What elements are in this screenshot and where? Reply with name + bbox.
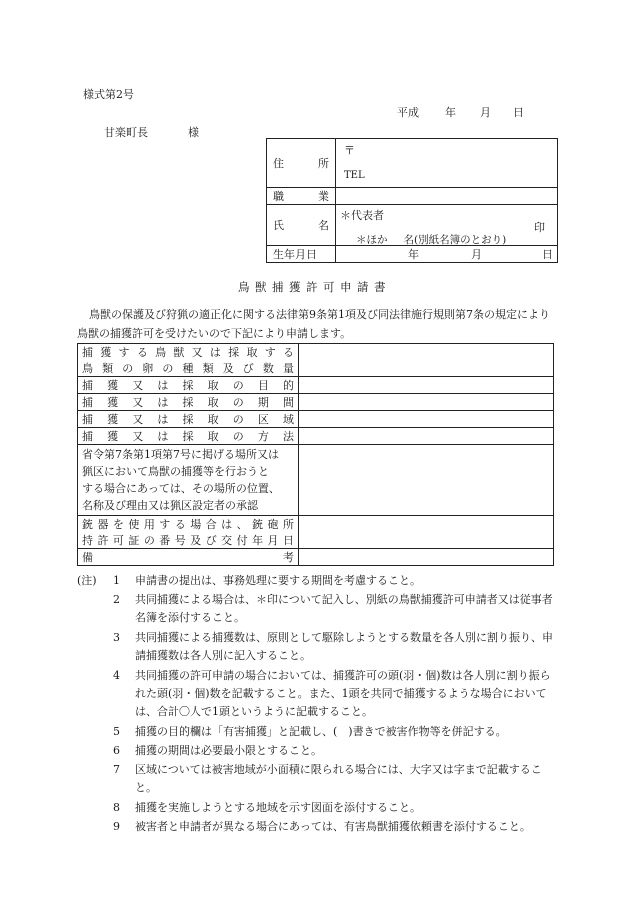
species-label-line2: 鳥類の卵の種類及び数量 [82,362,294,375]
remarks-label-text: 備 考 [82,551,294,564]
others-note [356,232,506,247]
birth-month: 月 [471,248,482,261]
document-title: 鳥獣捕獲許可申請書 [238,280,391,294]
species-field[interactable] [299,344,554,377]
note-text: 区域については被害地域が小面積に限られる場合には、大字又は字まで記載すること。 [135,763,542,794]
method-label [78,428,299,445]
preserve-line1: 省令第7条第1項第7号に掲げる場所又は [82,448,279,461]
seal-mark: 印 [534,221,545,234]
area-field[interactable] [299,411,554,428]
note-number: 2 [113,593,120,606]
preserve-line4: 名称及び理由又は猟区設定者の承認 [82,499,258,512]
period-label-text: 捕獲又は採取の期間 [82,396,294,409]
note-text: 共同捕獲による捕獲数は、原則として駆除しようとする数量を各人別に割り振り、申請捕獲数は各人別に記入すること。 [135,631,553,662]
note-number: 6 [113,744,120,757]
note-number: 7 [113,763,120,776]
notes-prefix: (注) [77,574,97,587]
note-number: 1 [113,574,120,587]
name-label: 氏 名 [267,205,336,246]
note-number: 8 [113,801,120,814]
birth-day: 日 [542,248,553,261]
preserve-line2: 猟区において鳥獣の捕獲等を行おうと [82,465,269,478]
species-label-line1: 捕獲する鳥獣又は採取する [82,346,294,359]
remarks-field[interactable] [299,549,554,566]
note-number: 4 [113,669,120,682]
note-number: 5 [113,725,120,738]
note-text: 捕獲を実施しようとする地域を示す図面を添付すること。 [135,801,421,814]
area-label-text: 捕獲又は採取の区域 [82,413,294,426]
addressee-name: 甘楽町長 [104,126,148,139]
purpose-label-text: 捕獲又は採取の目的 [82,379,294,392]
birthdate-field[interactable] [336,246,558,263]
tel-label: TEL [344,170,365,181]
name-field[interactable] [336,205,558,246]
note-text: 捕獲の目的欄は「有害捕獲」と記載し、( )書きで被害作物等を併記する。 [135,725,507,738]
occupation-field[interactable] [336,188,558,205]
others-suffix: 名(別紙名簿のとおり) [403,234,507,246]
method-field[interactable] [299,428,554,445]
others-prefix: ＊ほか [356,234,388,246]
area-label [78,411,299,428]
period-label [78,394,299,411]
remarks-label [78,549,299,566]
occupation-label: 職 業 [267,188,336,205]
note-text: 申請書の提出は、事務処理に要する期間を考慮すること。 [135,574,421,587]
gun-label-line2: 持許可証の番号及び交付年月日 [82,534,294,547]
date-day: 日 [513,106,524,119]
representative-label: ＊代表者 [340,209,384,222]
date-line [397,104,524,120]
species-label [78,344,299,377]
note-text: 共同捕獲の許可申請の場合においては、捕獲許可の頭(羽・個)数は各人別に割り振られた頭(羽・個)数を記載すること。また、1頭を共同で捕獲するような場合においては、合計〇人で1頭というように記載すること。 [135,669,551,718]
date-year: 年 [445,106,456,119]
addressee [104,124,199,140]
addressee-honorific: 様 [188,126,199,139]
purpose-label [78,377,299,394]
intro-paragraph: 鳥獣の保護及び狩猟の適正化に関する法律第9条第1項及び同法律施行規則第7条の規定により鳥獣の捕獲許可を受けたいので下記により申請します。 [77,308,550,340]
birthdate-label: 生年月日 [267,246,336,263]
note-number: 9 [113,820,120,833]
note-number: 3 [113,631,120,644]
application-table [77,343,554,566]
applicant-table [266,138,558,263]
gun-label [78,516,299,549]
date-era: 平成 [397,106,419,119]
address-label: 住 所 [267,139,336,188]
birth-year: 年 [408,248,419,261]
gun-field[interactable] [299,516,554,549]
note-text: 共同捕獲による場合は、＊印について記入し、別紙の鳥獣捕獲許可申請者又は従事者名簿を添付すること。 [135,593,553,624]
address-field[interactable] [336,139,558,188]
postal-mark: 〒 [344,144,355,157]
form-number: 様式第2号 [83,88,134,101]
date-month: 月 [480,106,491,119]
period-field[interactable] [299,394,554,411]
method-label-text: 捕獲又は採取の方法 [82,430,294,443]
purpose-field[interactable] [299,377,554,394]
note-text: 被害者と申請者が異なる場合にあっては、有害鳥獣捕獲依頼書を添付すること。 [135,820,531,833]
preserve-label [78,445,299,516]
preserve-line3: する場合にあっては、その場所の位置、 [82,482,280,495]
preserve-field[interactable] [299,445,554,516]
gun-label-line1: 銃器を使用する場合は、銃砲所 [82,518,294,531]
note-text: 捕獲の期間は必要最小限とすること。 [135,744,322,757]
